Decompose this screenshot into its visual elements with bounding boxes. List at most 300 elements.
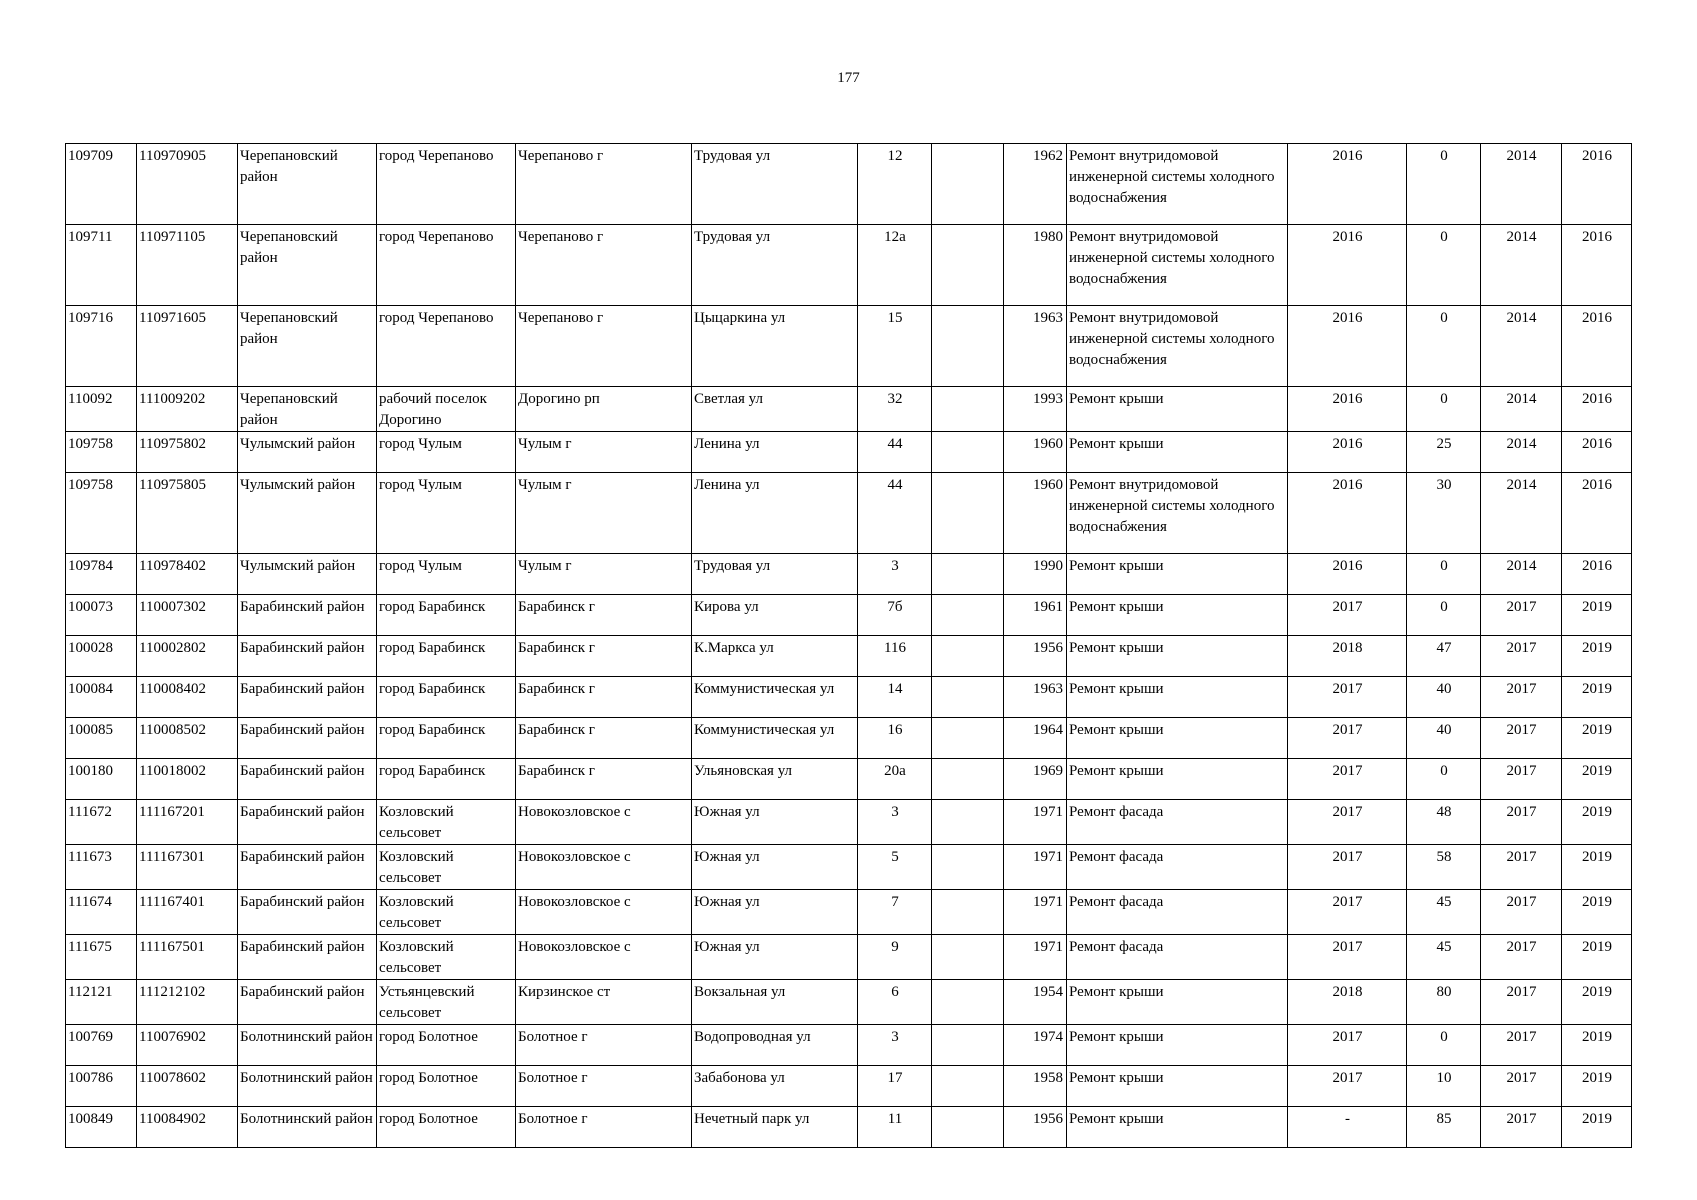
cell-street: Трудовая ул [692, 554, 858, 595]
cell-district: Черепановский район [238, 387, 377, 432]
cell-house: 44 [858, 432, 932, 473]
cell-wear: 47 [1407, 636, 1481, 677]
cell-year: 1971 [1004, 935, 1067, 980]
cell-street: Южная ул [692, 800, 858, 845]
cell-period-start: 2017 [1481, 890, 1562, 935]
cell-locality: Чулым г [516, 554, 692, 595]
cell-id: 111675 [66, 935, 137, 980]
cell-work: Ремонт крыши [1067, 554, 1288, 595]
cell-district: Барабинский район [238, 759, 377, 800]
cell-house: 17 [858, 1066, 932, 1107]
cell-district: Барабинский район [238, 718, 377, 759]
cell-locality: Чулым г [516, 432, 692, 473]
cell-period-end: 2019 [1562, 759, 1632, 800]
cell-code: 111212102 [137, 980, 238, 1025]
cell-district: Барабинский район [238, 595, 377, 636]
cell-id: 100085 [66, 718, 137, 759]
table-row [66, 225, 1632, 306]
cell-settlement: Козловский сельсовет [377, 845, 516, 890]
cell-period-start: 2014 [1481, 387, 1562, 432]
cell-street: Нечетный парк ул [692, 1107, 858, 1148]
cell-building [932, 225, 1004, 306]
cell-year: 1956 [1004, 636, 1067, 677]
cell-wear: 0 [1407, 144, 1481, 225]
cell-id: 100180 [66, 759, 137, 800]
cell-plan-year: 2018 [1288, 980, 1407, 1025]
cell-period-start: 2017 [1481, 800, 1562, 845]
cell-building [932, 759, 1004, 800]
table-row [66, 1025, 1632, 1066]
table-row [66, 1107, 1632, 1148]
cell-work: Ремонт внутридомовой инженерной системы холодного водоснабжения [1067, 473, 1288, 554]
cell-building [932, 1025, 1004, 1066]
cell-period-end: 2019 [1562, 677, 1632, 718]
cell-district: Чулымский район [238, 473, 377, 554]
cell-year: 1963 [1004, 677, 1067, 718]
cell-period-start: 2017 [1481, 1025, 1562, 1066]
cell-period-start: 2014 [1481, 306, 1562, 387]
cell-period-start: 2017 [1481, 595, 1562, 636]
cell-district: Черепановский район [238, 144, 377, 225]
cell-id: 100786 [66, 1066, 137, 1107]
cell-id: 109784 [66, 554, 137, 595]
cell-code: 111167501 [137, 935, 238, 980]
cell-building [932, 890, 1004, 935]
cell-settlement: Устьянцевский сельсовет [377, 980, 516, 1025]
cell-district: Черепановский район [238, 225, 377, 306]
cell-period-end: 2019 [1562, 636, 1632, 677]
cell-period-end: 2016 [1562, 144, 1632, 225]
cell-period-start: 2014 [1481, 554, 1562, 595]
cell-building [932, 554, 1004, 595]
cell-plan-year: 2017 [1288, 595, 1407, 636]
table-body [66, 144, 1632, 1148]
cell-plan-year: 2017 [1288, 1025, 1407, 1066]
cell-street: Южная ул [692, 890, 858, 935]
cell-street: Ульяновская ул [692, 759, 858, 800]
cell-period-start: 2017 [1481, 845, 1562, 890]
cell-district: Чулымский район [238, 432, 377, 473]
cell-settlement: город Черепаново [377, 144, 516, 225]
cell-locality: Дорогино рп [516, 387, 692, 432]
cell-code: 110971605 [137, 306, 238, 387]
cell-work: Ремонт крыши [1067, 759, 1288, 800]
cell-id: 100073 [66, 595, 137, 636]
cell-year: 1971 [1004, 845, 1067, 890]
cell-year: 1956 [1004, 1107, 1067, 1148]
cell-house: 11 [858, 1107, 932, 1148]
cell-settlement: город Барабинск [377, 595, 516, 636]
cell-street: Южная ул [692, 935, 858, 980]
cell-id: 109758 [66, 473, 137, 554]
cell-settlement: город Болотное [377, 1025, 516, 1066]
cell-settlement: город Болотное [377, 1066, 516, 1107]
cell-plan-year: 2017 [1288, 935, 1407, 980]
cell-district: Барабинский район [238, 636, 377, 677]
cell-building [932, 800, 1004, 845]
cell-code: 111167201 [137, 800, 238, 845]
cell-building [932, 1107, 1004, 1148]
cell-code: 110975805 [137, 473, 238, 554]
cell-plan-year: 2018 [1288, 636, 1407, 677]
table-row [66, 718, 1632, 759]
table-row [66, 980, 1632, 1025]
cell-district: Барабинский район [238, 677, 377, 718]
cell-year: 1971 [1004, 890, 1067, 935]
cell-building [932, 432, 1004, 473]
cell-house: 20а [858, 759, 932, 800]
cell-building [932, 387, 1004, 432]
cell-district: Барабинский район [238, 935, 377, 980]
cell-code: 110978402 [137, 554, 238, 595]
cell-period-end: 2019 [1562, 718, 1632, 759]
cell-settlement: город Черепаново [377, 306, 516, 387]
cell-locality: Черепаново г [516, 144, 692, 225]
cell-wear: 10 [1407, 1066, 1481, 1107]
cell-id: 100084 [66, 677, 137, 718]
cell-period-end: 2019 [1562, 595, 1632, 636]
cell-house: 3 [858, 554, 932, 595]
cell-settlement: город Чулым [377, 554, 516, 595]
table-row [66, 387, 1632, 432]
cell-year: 1961 [1004, 595, 1067, 636]
cell-building [932, 144, 1004, 225]
cell-locality: Новокозловское с [516, 845, 692, 890]
cell-wear: 25 [1407, 432, 1481, 473]
cell-year: 1990 [1004, 554, 1067, 595]
cell-locality: Барабинск г [516, 677, 692, 718]
cell-wear: 0 [1407, 554, 1481, 595]
table-row [66, 595, 1632, 636]
cell-house: 3 [858, 800, 932, 845]
cell-period-end: 2019 [1562, 980, 1632, 1025]
cell-wear: 0 [1407, 1025, 1481, 1066]
cell-street: Коммунистическая ул [692, 718, 858, 759]
cell-street: Ленина ул [692, 473, 858, 554]
cell-locality: Барабинск г [516, 595, 692, 636]
cell-plan-year: 2017 [1288, 845, 1407, 890]
cell-period-start: 2017 [1481, 980, 1562, 1025]
cell-code: 110084902 [137, 1107, 238, 1148]
cell-year: 1963 [1004, 306, 1067, 387]
cell-house: 9 [858, 935, 932, 980]
cell-locality: Новокозловское с [516, 890, 692, 935]
cell-period-end: 2019 [1562, 935, 1632, 980]
table-row [66, 473, 1632, 554]
cell-locality: Болотное г [516, 1025, 692, 1066]
cell-plan-year: 2017 [1288, 677, 1407, 718]
cell-street: Цыцаркина ул [692, 306, 858, 387]
table-row [66, 845, 1632, 890]
cell-period-end: 2016 [1562, 554, 1632, 595]
cell-locality: Кирзинское ст [516, 980, 692, 1025]
table-row [66, 554, 1632, 595]
cell-plan-year: 2016 [1288, 225, 1407, 306]
buildings-table [65, 143, 1632, 1148]
cell-period-end: 2019 [1562, 890, 1632, 935]
cell-plan-year: 2017 [1288, 800, 1407, 845]
cell-district: Болотнинский район [238, 1025, 377, 1066]
cell-street: Кирова ул [692, 595, 858, 636]
cell-house: 16 [858, 718, 932, 759]
cell-id: 109758 [66, 432, 137, 473]
cell-work: Ремонт крыши [1067, 1025, 1288, 1066]
table-row [66, 677, 1632, 718]
cell-code: 110970905 [137, 144, 238, 225]
cell-locality: Болотное г [516, 1107, 692, 1148]
cell-period-end: 2019 [1562, 800, 1632, 845]
cell-street: Южная ул [692, 845, 858, 890]
cell-settlement: город Болотное [377, 1107, 516, 1148]
cell-house: 12 [858, 144, 932, 225]
cell-year: 1971 [1004, 800, 1067, 845]
cell-settlement: город Барабинск [377, 759, 516, 800]
cell-period-start: 2017 [1481, 1066, 1562, 1107]
cell-settlement: город Барабинск [377, 677, 516, 718]
cell-locality: Черепаново г [516, 225, 692, 306]
cell-code: 110007302 [137, 595, 238, 636]
cell-work: Ремонт фасада [1067, 800, 1288, 845]
cell-plan-year: 2017 [1288, 759, 1407, 800]
cell-locality: Новокозловское с [516, 935, 692, 980]
cell-work: Ремонт крыши [1067, 595, 1288, 636]
cell-building [932, 718, 1004, 759]
cell-id: 109716 [66, 306, 137, 387]
cell-settlement: Козловский сельсовет [377, 890, 516, 935]
cell-building [932, 473, 1004, 554]
cell-code: 110018002 [137, 759, 238, 800]
cell-settlement: город Барабинск [377, 718, 516, 759]
cell-plan-year: - [1288, 1107, 1407, 1148]
cell-period-start: 2017 [1481, 935, 1562, 980]
cell-work: Ремонт фасада [1067, 890, 1288, 935]
cell-plan-year: 2016 [1288, 432, 1407, 473]
cell-period-end: 2016 [1562, 387, 1632, 432]
cell-settlement: город Черепаново [377, 225, 516, 306]
cell-wear: 45 [1407, 935, 1481, 980]
cell-settlement: город Чулым [377, 432, 516, 473]
cell-code: 110975802 [137, 432, 238, 473]
cell-street: Водопроводная ул [692, 1025, 858, 1066]
cell-work: Ремонт внутридомовой инженерной системы холодного водоснабжения [1067, 225, 1288, 306]
cell-work: Ремонт крыши [1067, 677, 1288, 718]
cell-house: 12а [858, 225, 932, 306]
cell-house: 3 [858, 1025, 932, 1066]
cell-period-start: 2017 [1481, 1107, 1562, 1148]
cell-building [932, 306, 1004, 387]
cell-district: Барабинский район [238, 980, 377, 1025]
page-number: 177 [837, 70, 860, 86]
cell-building [932, 935, 1004, 980]
table-row [66, 636, 1632, 677]
cell-district: Барабинский район [238, 890, 377, 935]
cell-house: 15 [858, 306, 932, 387]
cell-locality: Черепаново г [516, 306, 692, 387]
cell-period-start: 2017 [1481, 759, 1562, 800]
cell-work: Ремонт фасада [1067, 935, 1288, 980]
table-row [66, 144, 1632, 225]
cell-work: Ремонт внутридомовой инженерной системы холодного водоснабжения [1067, 144, 1288, 225]
cell-period-start: 2014 [1481, 473, 1562, 554]
cell-wear: 0 [1407, 387, 1481, 432]
cell-house: 5 [858, 845, 932, 890]
cell-year: 1958 [1004, 1066, 1067, 1107]
cell-house: 7 [858, 890, 932, 935]
cell-wear: 0 [1407, 225, 1481, 306]
cell-locality: Барабинск г [516, 759, 692, 800]
cell-plan-year: 2016 [1288, 554, 1407, 595]
cell-wear: 48 [1407, 800, 1481, 845]
cell-id: 100769 [66, 1025, 137, 1066]
cell-locality: Барабинск г [516, 636, 692, 677]
cell-building [932, 845, 1004, 890]
cell-locality: Болотное г [516, 1066, 692, 1107]
cell-street: Светлая ул [692, 387, 858, 432]
cell-district: Барабинский район [238, 800, 377, 845]
cell-building [932, 677, 1004, 718]
cell-year: 1954 [1004, 980, 1067, 1025]
cell-year: 1974 [1004, 1025, 1067, 1066]
cell-wear: 0 [1407, 595, 1481, 636]
table-row [66, 935, 1632, 980]
cell-street: Забабонова ул [692, 1066, 858, 1107]
cell-wear: 40 [1407, 718, 1481, 759]
cell-wear: 40 [1407, 677, 1481, 718]
cell-work: Ремонт крыши [1067, 387, 1288, 432]
cell-building [932, 595, 1004, 636]
cell-district: Чулымский район [238, 554, 377, 595]
cell-id: 100028 [66, 636, 137, 677]
cell-building [932, 636, 1004, 677]
cell-id: 111673 [66, 845, 137, 890]
cell-period-end: 2019 [1562, 1107, 1632, 1148]
cell-year: 1969 [1004, 759, 1067, 800]
cell-plan-year: 2017 [1288, 1066, 1407, 1107]
cell-locality: Новокозловское с [516, 800, 692, 845]
cell-id: 110092 [66, 387, 137, 432]
cell-year: 1980 [1004, 225, 1067, 306]
cell-street: Трудовая ул [692, 144, 858, 225]
cell-period-end: 2016 [1562, 432, 1632, 473]
table-row [66, 1066, 1632, 1107]
cell-locality: Барабинск г [516, 718, 692, 759]
table-row [66, 432, 1632, 473]
cell-house: 116 [858, 636, 932, 677]
cell-street: Вокзальная ул [692, 980, 858, 1025]
cell-house: 6 [858, 980, 932, 1025]
cell-street: Ленина ул [692, 432, 858, 473]
cell-year: 1962 [1004, 144, 1067, 225]
cell-settlement: Козловский сельсовет [377, 800, 516, 845]
cell-code: 111167301 [137, 845, 238, 890]
cell-wear: 45 [1407, 890, 1481, 935]
table-row [66, 759, 1632, 800]
cell-year: 1960 [1004, 473, 1067, 554]
cell-period-end: 2016 [1562, 306, 1632, 387]
cell-wear: 80 [1407, 980, 1481, 1025]
cell-work: Ремонт крыши [1067, 1066, 1288, 1107]
cell-wear: 30 [1407, 473, 1481, 554]
cell-house: 44 [858, 473, 932, 554]
cell-period-start: 2014 [1481, 144, 1562, 225]
cell-period-start: 2017 [1481, 677, 1562, 718]
cell-wear: 0 [1407, 759, 1481, 800]
cell-settlement: рабочий поселок Дорогино [377, 387, 516, 432]
cell-street: Трудовая ул [692, 225, 858, 306]
cell-year: 1993 [1004, 387, 1067, 432]
table-row [66, 800, 1632, 845]
cell-settlement: город Чулым [377, 473, 516, 554]
cell-wear: 85 [1407, 1107, 1481, 1148]
cell-period-end: 2019 [1562, 1066, 1632, 1107]
cell-year: 1960 [1004, 432, 1067, 473]
cell-work: Ремонт внутридомовой инженерной системы холодного водоснабжения [1067, 306, 1288, 387]
cell-plan-year: 2016 [1288, 387, 1407, 432]
cell-period-start: 2014 [1481, 225, 1562, 306]
cell-code: 110008502 [137, 718, 238, 759]
cell-work: Ремонт крыши [1067, 636, 1288, 677]
cell-id: 112121 [66, 980, 137, 1025]
cell-code: 111167401 [137, 890, 238, 935]
cell-period-start: 2017 [1481, 718, 1562, 759]
cell-code: 110076902 [137, 1025, 238, 1066]
cell-district: Барабинский район [238, 845, 377, 890]
cell-street: Коммунистическая ул [692, 677, 858, 718]
cell-plan-year: 2016 [1288, 473, 1407, 554]
cell-period-end: 2019 [1562, 845, 1632, 890]
cell-code: 110971105 [137, 225, 238, 306]
cell-work: Ремонт крыши [1067, 432, 1288, 473]
cell-house: 32 [858, 387, 932, 432]
cell-plan-year: 2017 [1288, 718, 1407, 759]
cell-code: 110008402 [137, 677, 238, 718]
cell-house: 7б [858, 595, 932, 636]
cell-plan-year: 2016 [1288, 144, 1407, 225]
cell-district: Черепановский район [238, 306, 377, 387]
cell-plan-year: 2016 [1288, 306, 1407, 387]
cell-building [932, 1066, 1004, 1107]
cell-id: 109709 [66, 144, 137, 225]
cell-code: 111009202 [137, 387, 238, 432]
cell-id: 100849 [66, 1107, 137, 1148]
cell-work: Ремонт крыши [1067, 1107, 1288, 1148]
cell-street: К.Маркса ул [692, 636, 858, 677]
cell-district: Болотнинский район [238, 1066, 377, 1107]
cell-period-start: 2014 [1481, 432, 1562, 473]
cell-work: Ремонт крыши [1067, 980, 1288, 1025]
cell-work: Ремонт фасада [1067, 845, 1288, 890]
cell-period-start: 2017 [1481, 636, 1562, 677]
cell-building [932, 980, 1004, 1025]
cell-period-end: 2016 [1562, 473, 1632, 554]
table-row [66, 890, 1632, 935]
cell-id: 111674 [66, 890, 137, 935]
cell-district: Болотнинский район [238, 1107, 377, 1148]
cell-period-end: 2019 [1562, 1025, 1632, 1066]
cell-house: 14 [858, 677, 932, 718]
cell-settlement: Козловский сельсовет [377, 935, 516, 980]
cell-code: 110078602 [137, 1066, 238, 1107]
cell-settlement: город Барабинск [377, 636, 516, 677]
cell-work: Ремонт крыши [1067, 718, 1288, 759]
cell-id: 111672 [66, 800, 137, 845]
cell-locality: Чулым г [516, 473, 692, 554]
cell-code: 110002802 [137, 636, 238, 677]
cell-period-end: 2016 [1562, 225, 1632, 306]
cell-id: 109711 [66, 225, 137, 306]
cell-wear: 58 [1407, 845, 1481, 890]
table-row [66, 306, 1632, 387]
